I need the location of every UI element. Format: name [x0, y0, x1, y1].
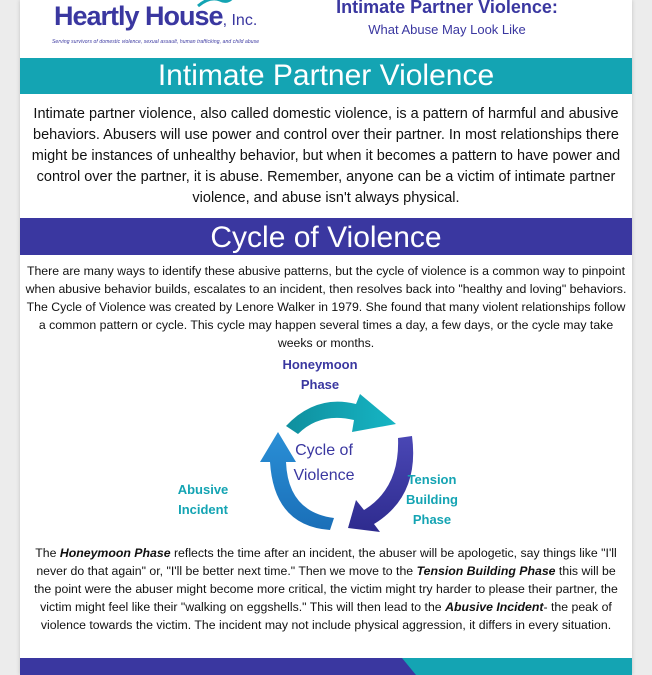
heartly-house-logo — [52, 0, 262, 54]
logo-wordmark: Heartly House, Inc. — [54, 1, 258, 31]
cycle-paragraph: There are many ways to identify these abusive patterns, but the cycle of violence is a common way to pinpoint when abusive behavior builds, escalates to an incident, then resolves back into "healthy and loving" behaviors. The Cycle of Violence was created by Lenore Walker in 1979. She found that many violent relationships follow a common pattern or cycle. This cycle may happen several times a day, a few days, or the cycle may take weeks or months. — [25, 264, 627, 350]
document-title: Intimate Partner Violence: — [336, 0, 558, 17]
honeymoon-term: Honeymoon Phase — [59, 546, 171, 560]
header — [20, 0, 632, 58]
tension-phase-label: Tension Building Phase — [406, 472, 458, 527]
phases-paragraph: The Honeymoon Phase reflects the time after an incident, the abuser will be apologetic, say things like "I'll never do that again" or, "I'll be better next time." Then we move to the Tension Building Phase this will be the point were the abuser might become more critical, the victim might try harder to please their partner, the victim might feel like their "walking on eggshells." This will then lead to the Abusive Incident- the peak of violence towards the victim. The incident may not include physical aggression, it differs in every situation. — [34, 546, 618, 632]
honeymoon-phase-label: Honeymoon Phase — [282, 357, 358, 392]
tension-term: Tension Building Phase — [416, 564, 556, 578]
abusive-term: Abusive Incident — [445, 600, 544, 614]
ipv-section-heading: Intimate Partner Violence — [20, 58, 632, 94]
document-page — [20, 0, 632, 675]
cycle-section-heading: Cycle of Violence — [20, 218, 632, 255]
logo-tagline: Serving survivors of domestic violence, sexual assault, human trafficking, and child abuse — [52, 39, 260, 45]
ipv-paragraph: Intimate partner violence, also called domestic violence, is a pattern of harmful and abusive behaviors. Abusers will use power and control over their partner. In most relationships there might be instances of unhealthy behavior, but when it becomes a pattern to have power and control over the partner, it is abuse. Remember, anyone can be a victim of intimate partner violence, and abuse isn't always physical. — [31, 106, 621, 206]
honeymoon-arrow — [286, 394, 396, 434]
document-subtitle: What Abuse May Look Like — [368, 22, 526, 37]
footer-bar — [20, 658, 632, 675]
cycle-center-label: Cycle of Violence — [293, 442, 355, 484]
abusive-incident-label: Abusive Incident — [177, 482, 229, 517]
